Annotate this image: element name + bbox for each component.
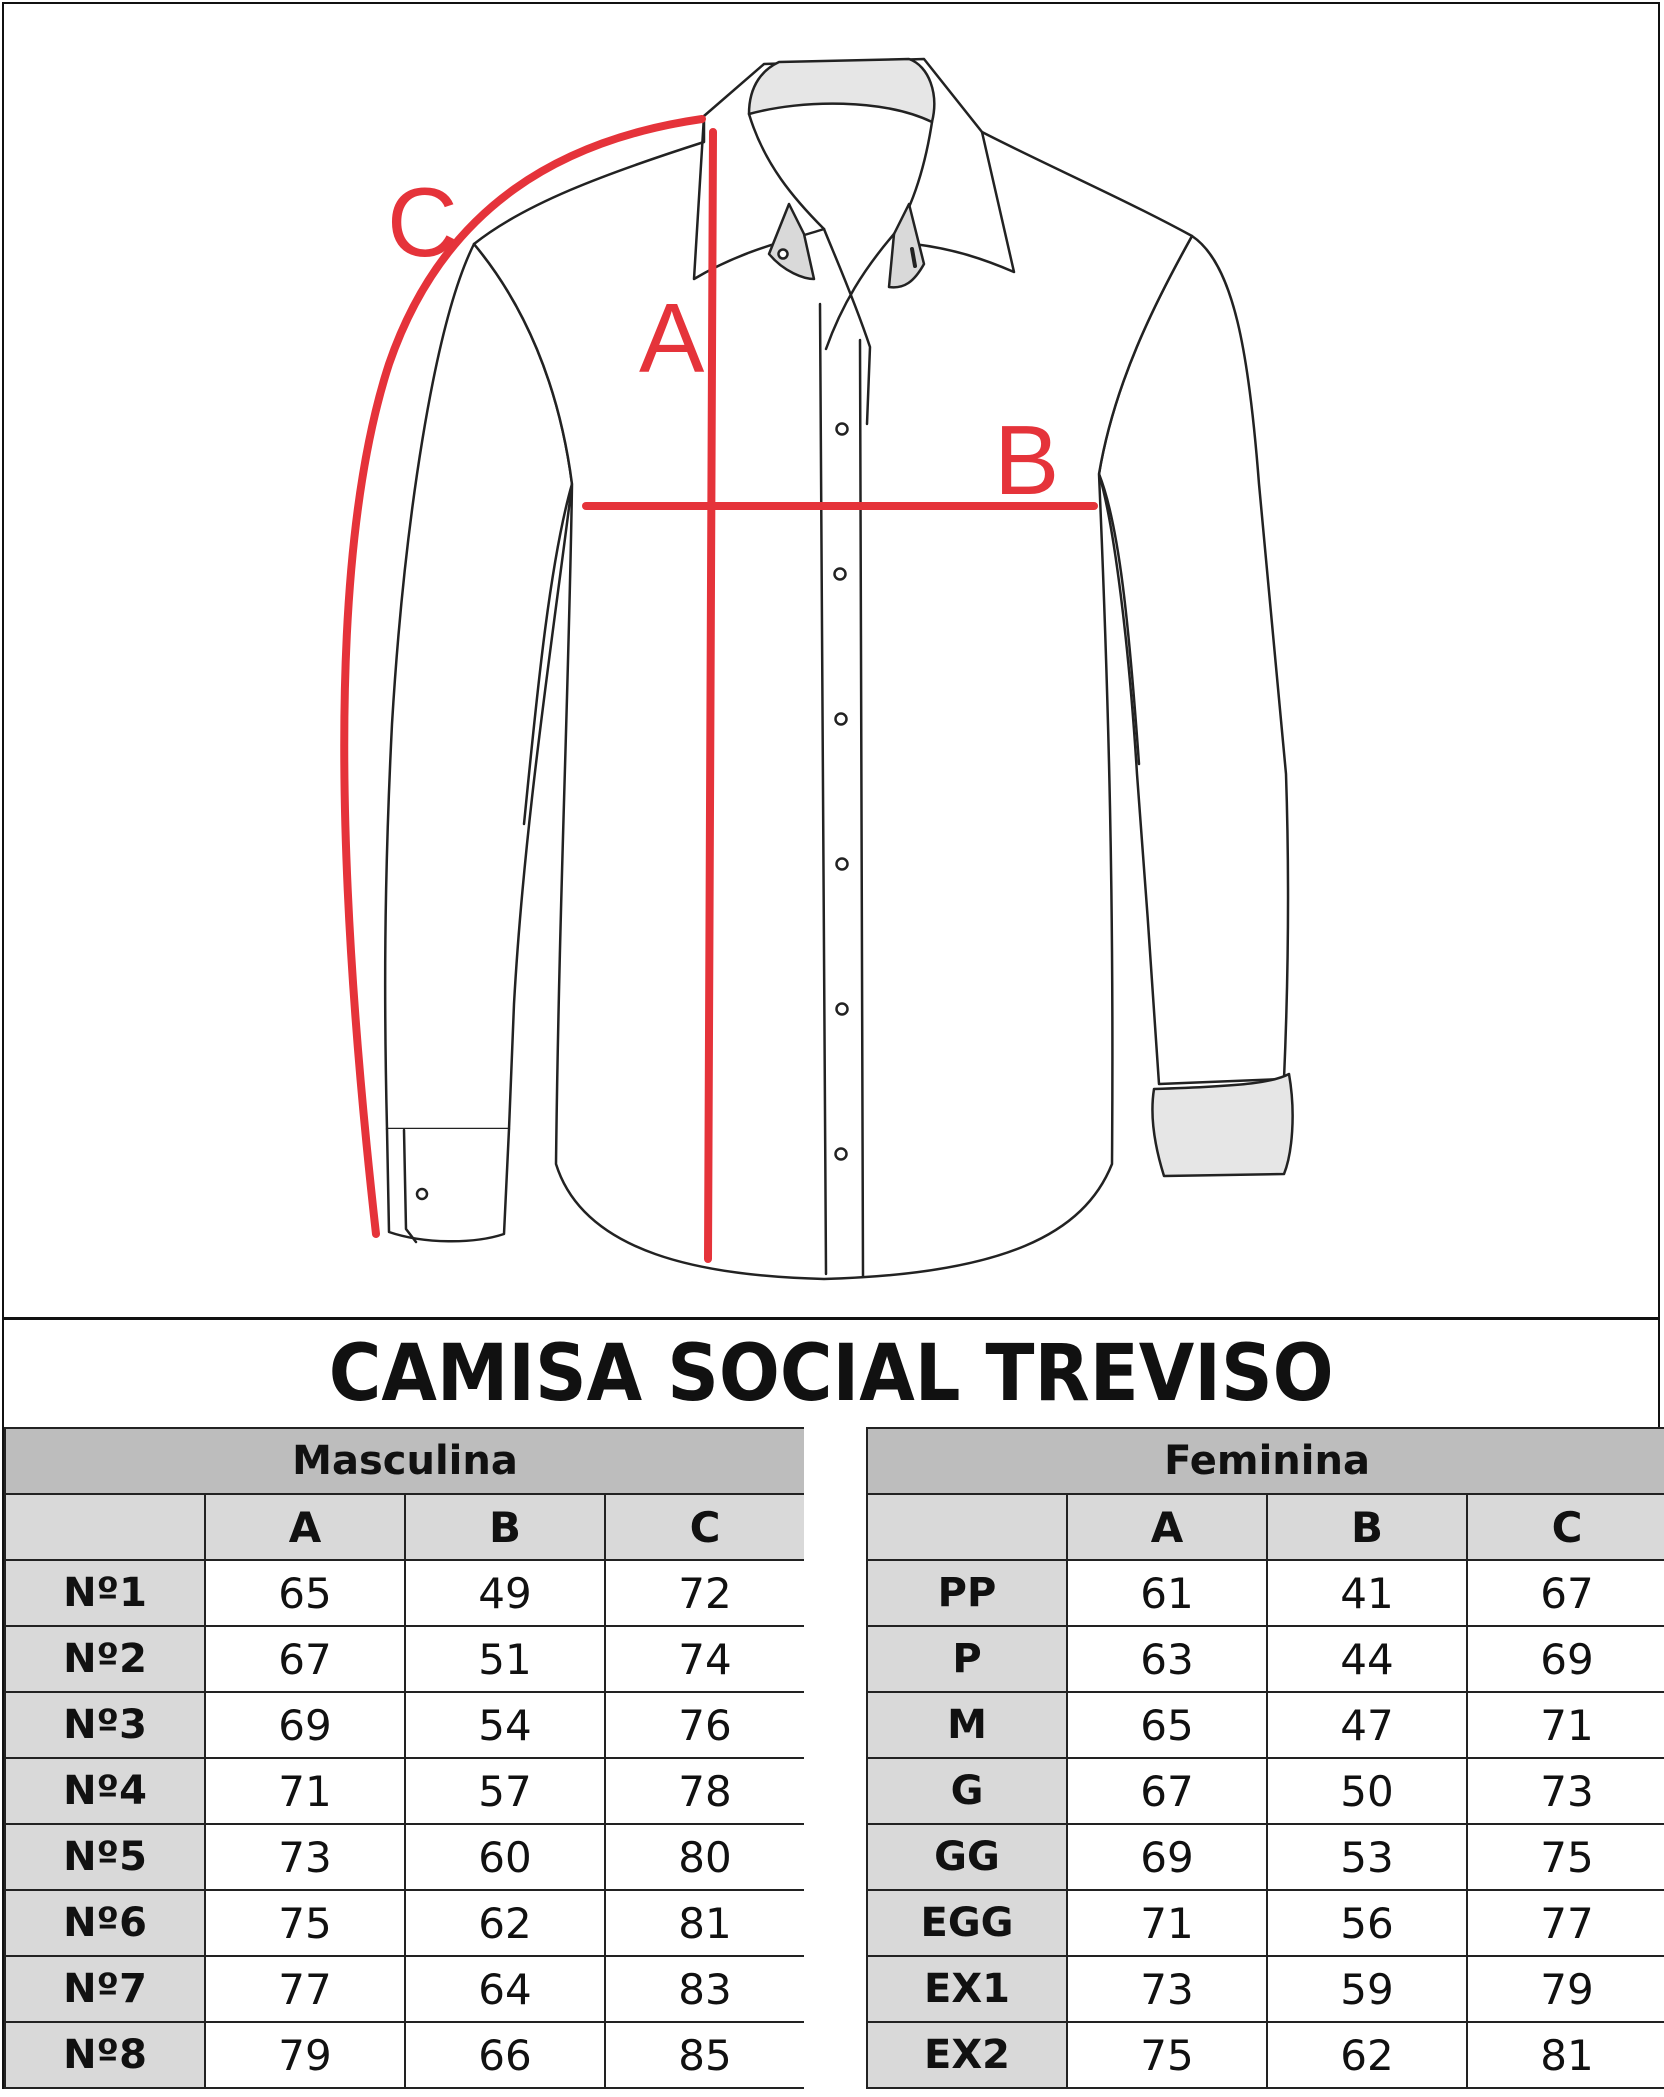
value-b: 62 (405, 1890, 605, 1956)
size-label: G (867, 1758, 1067, 1824)
table-row (5, 1626, 805, 1692)
size-chart-frame (2, 2, 1660, 2089)
table-row (5, 1890, 805, 1956)
value-b: 54 (405, 1692, 605, 1758)
left-sleeve-outline (385, 244, 572, 1129)
value-b: 50 (1267, 1758, 1467, 1824)
value-b: 66 (405, 2022, 605, 2088)
value-a: 65 (1067, 1692, 1267, 1758)
size-label: Nº3 (5, 1692, 205, 1758)
value-b: 49 (405, 1560, 605, 1626)
value-c: 69 (1467, 1626, 1664, 1692)
table-row (867, 2022, 1664, 2088)
masculina-corner-cell (5, 1494, 205, 1560)
table-row (5, 1824, 805, 1890)
table-row (5, 1560, 805, 1626)
size-label: PP (867, 1560, 1067, 1626)
value-b: 57 (405, 1758, 605, 1824)
value-c: 71 (1467, 1692, 1664, 1758)
value-a: 79 (205, 2022, 405, 2088)
shirt-body-outline (474, 59, 1192, 1279)
value-a: 75 (1067, 2022, 1267, 2088)
value-a: 77 (205, 1956, 405, 2022)
table-row (867, 1956, 1664, 2022)
table-divider (804, 1427, 866, 2097)
value-b: 64 (405, 1956, 605, 2022)
masculina-col-a: A (205, 1494, 405, 1560)
masculina-size-table (4, 1427, 806, 2089)
value-b: 44 (1267, 1626, 1467, 1692)
size-label: Nº2 (5, 1626, 205, 1692)
value-c: 79 (1467, 1956, 1664, 2022)
value-c: 74 (605, 1626, 805, 1692)
masculina-header: Masculina (5, 1428, 805, 1494)
masculina-col-b: B (405, 1494, 605, 1560)
feminina-header: Feminina (867, 1428, 1664, 1494)
value-b: 62 (1267, 2022, 1467, 2088)
value-c: 73 (1467, 1758, 1664, 1824)
value-b: 53 (1267, 1824, 1467, 1890)
value-a: 61 (1067, 1560, 1267, 1626)
value-c: 81 (1467, 2022, 1664, 2088)
page-title: CAMISA SOCIAL TREVISO (328, 1328, 1334, 1419)
size-label: EX1 (867, 1956, 1067, 2022)
value-a: 69 (205, 1692, 405, 1758)
value-c: 83 (605, 1956, 805, 2022)
value-a: 69 (1067, 1824, 1267, 1890)
value-c: 75 (1467, 1824, 1664, 1890)
value-c: 85 (605, 2022, 805, 2088)
value-a: 71 (1067, 1890, 1267, 1956)
feminina-size-table (866, 1427, 1664, 2089)
feminina-col-c: C (1467, 1494, 1664, 1560)
table-row (5, 1692, 805, 1758)
table-row (867, 1692, 1664, 1758)
size-label: Nº5 (5, 1824, 205, 1890)
table-row (867, 1560, 1664, 1626)
size-label: Nº6 (5, 1890, 205, 1956)
value-a: 63 (1067, 1626, 1267, 1692)
feminina-corner-cell (867, 1494, 1067, 1560)
masculina-col-c: C (605, 1494, 805, 1560)
value-c: 76 (605, 1692, 805, 1758)
table-row (867, 1626, 1664, 1692)
measure-label-b: B (994, 405, 1060, 515)
table-row (867, 1890, 1664, 1956)
value-b: 56 (1267, 1890, 1467, 1956)
table-row (5, 1758, 805, 1824)
table-row (867, 1824, 1664, 1890)
size-label: EX2 (867, 2022, 1067, 2088)
title-banner (4, 1317, 1658, 1427)
value-c: 67 (1467, 1560, 1664, 1626)
value-c: 77 (1467, 1890, 1664, 1956)
feminina-col-a: A (1067, 1494, 1267, 1560)
value-b: 59 (1267, 1956, 1467, 2022)
size-label: Nº1 (5, 1560, 205, 1626)
value-b: 41 (1267, 1560, 1467, 1626)
size-label: Nº4 (5, 1758, 205, 1824)
value-a: 67 (1067, 1758, 1267, 1824)
measure-label-c: C (387, 167, 458, 277)
value-b: 60 (405, 1824, 605, 1890)
value-a: 71 (205, 1758, 405, 1824)
value-a: 75 (205, 1890, 405, 1956)
size-label: P (867, 1626, 1067, 1692)
value-a: 65 (205, 1560, 405, 1626)
measure-label-a: A (639, 283, 705, 393)
table-row (867, 1758, 1664, 1824)
table-row (5, 1956, 805, 2022)
value-a: 73 (1067, 1956, 1267, 2022)
size-label: Nº7 (5, 1956, 205, 2022)
size-label: Nº8 (5, 2022, 205, 2088)
table-row (5, 2022, 805, 2088)
value-c: 78 (605, 1758, 805, 1824)
measure-line-a (708, 132, 713, 1259)
feminina-col-b: B (1267, 1494, 1467, 1560)
value-c: 80 (605, 1824, 805, 1890)
value-b: 47 (1267, 1692, 1467, 1758)
right-cuff-outline (1152, 1074, 1292, 1176)
shirt-measurement-diagram (4, 4, 1662, 1317)
value-b: 51 (405, 1626, 605, 1692)
size-label: EGG (867, 1890, 1067, 1956)
value-c: 81 (605, 1890, 805, 1956)
value-a: 67 (205, 1626, 405, 1692)
value-a: 73 (205, 1824, 405, 1890)
size-label: M (867, 1692, 1067, 1758)
value-c: 72 (605, 1560, 805, 1626)
shirt-illustration (4, 4, 1662, 1317)
size-label: GG (867, 1824, 1067, 1890)
